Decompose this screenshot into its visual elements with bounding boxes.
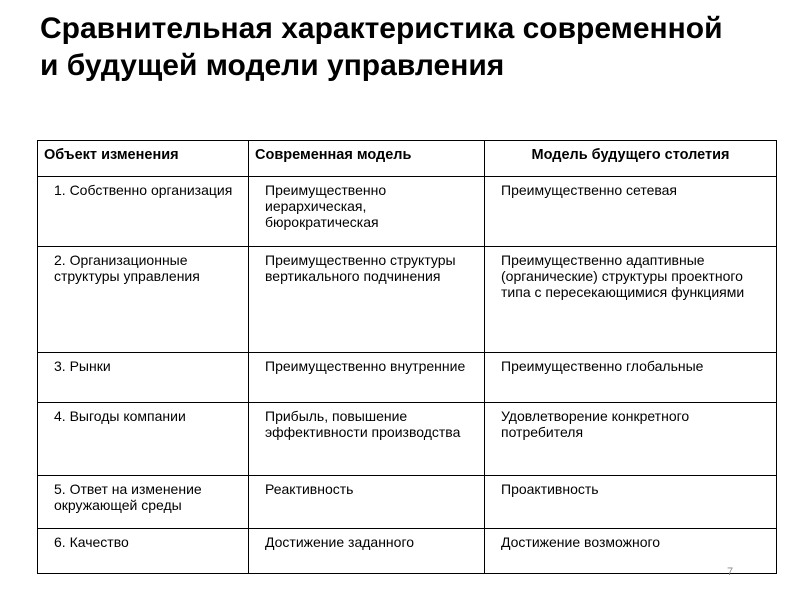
- header-current-model: Современная модель: [249, 141, 485, 177]
- cell-object: 4. Выгоды компании: [38, 403, 249, 476]
- comparison-table: [37, 140, 777, 574]
- table-row: [38, 529, 777, 574]
- cell-future: Преимущественно сетевая: [485, 177, 777, 247]
- cell-current: Достижение заданного: [249, 529, 485, 574]
- cell-future: Проактивность: [485, 476, 777, 529]
- table-row: [38, 353, 777, 403]
- cell-future: Удовлетворение конкретного потребителя: [485, 403, 777, 476]
- cell-current: Реактивность: [249, 476, 485, 529]
- cell-object: 1. Собственно организация: [38, 177, 249, 247]
- table-row: [38, 177, 777, 247]
- cell-current: Прибыль, повышение эффективности производства: [249, 403, 485, 476]
- cell-future: Преимущественно глобальные: [485, 353, 777, 403]
- cell-current: Преимущественно внутренние: [249, 353, 485, 403]
- table-row: [38, 403, 777, 476]
- cell-object: 6. Качество: [38, 529, 249, 574]
- cell-object: 2. Организационные структуры управления: [38, 247, 249, 353]
- cell-future: Достижение возможного: [485, 529, 777, 574]
- table-header-row: [38, 141, 777, 177]
- header-object-of-change: Объект изменения: [38, 141, 249, 177]
- header-future-model: Модель будущего столетия: [485, 141, 777, 177]
- table-row: [38, 247, 777, 353]
- cell-current: Преимущественно иерархическая, бюрократическая: [249, 177, 485, 247]
- cell-future: Преимущественно адаптивные (органические) структуры проектного типа с пересекающимися функциями: [485, 247, 777, 353]
- table-row: [38, 476, 777, 529]
- cell-object: 5. Ответ на изменение окружающей среды: [38, 476, 249, 529]
- cell-current: Преимущественно структуры вертикального подчинения: [249, 247, 485, 353]
- page-number: 7: [727, 566, 734, 578]
- slide-title: Сравнительная характеристика современной и будущей модели управления: [40, 12, 723, 82]
- cell-object: 3. Рынки: [38, 353, 249, 403]
